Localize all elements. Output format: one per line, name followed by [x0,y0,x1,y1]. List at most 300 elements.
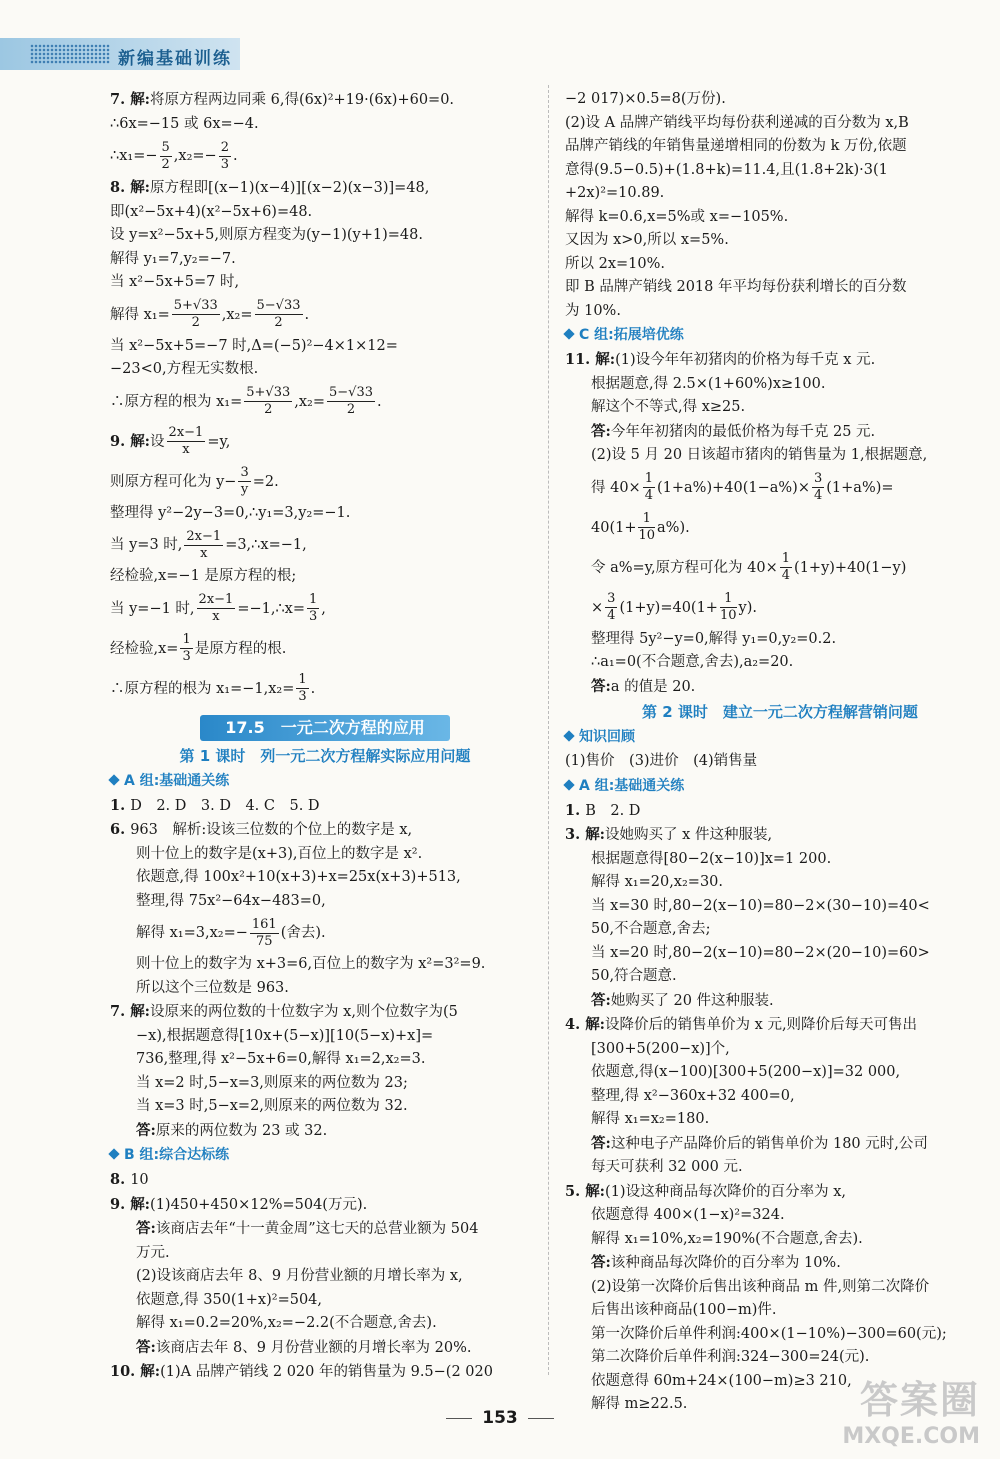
fraction-denominator: 3 [298,689,307,704]
answer-line [565,848,995,872]
header-dots-decoration [30,44,110,64]
solution-label: 解: [585,1182,606,1200]
line-text: . [232,148,238,164]
line-text: 整理得 y²−2y−3=0,∴y₁=3,y₂=−1. [110,504,351,521]
line-text: 万元. [136,1244,170,1261]
answer-line [110,422,540,462]
line-text: 当 y=−1 时, [110,600,195,617]
line-text: (1+a%)+40(1−a%)× [657,479,810,496]
line-text: 当 x=30 时,80−2(x−10)=80−2×(30−10)=40< [591,897,930,914]
answer-line [565,88,995,112]
answer-line [565,895,995,919]
fraction [250,917,279,950]
answer-line [110,1168,540,1193]
line-text: 所以 2x=10%. [565,255,665,272]
line-text: 当 x²−5x+5=7 时, [110,274,240,290]
fraction [812,471,824,504]
group-heading-text: C 组:拓展培优练 [579,327,684,343]
answer-line [565,253,995,277]
line-text: ∴原方程的根为 x₁= [110,393,243,410]
line-text: 第一次降价后单件利润:400×(1−10%)−300=60(元); [591,1325,947,1342]
fraction-denominator: 75 [256,933,273,949]
line-text: 依题意,得 100x²+10(x+3)+x=25x(x+3)+513, [136,869,461,885]
line-text: B 2. D [585,802,641,819]
line-text: 经检验,x=−1 是原方程的根; [110,568,297,584]
line-text: (2)设 A 品牌产销线平均每份获利递减的百分数为 x,B [565,114,909,131]
line-text: 该种商品每次降价的百分率为 10%. [610,1255,841,1271]
line-text: 为 10%. [565,302,621,319]
answer-line [565,871,995,895]
fraction-denominator: 10 [719,608,737,623]
fraction-denominator: x [212,609,220,624]
answer-line [110,462,540,502]
solution-label: 解: [130,91,151,108]
line-text: 又因为 x>0,所以 x=5%. [565,232,729,248]
answer-line [565,348,995,373]
line-text: 后售出该种商品(100−m)件. [591,1302,777,1318]
answer-line [110,224,540,248]
line-text: 963 解析:设该三位数的个位上的数字是 x, [130,822,413,838]
watermark-logo [780,1369,980,1449]
answer-line [110,271,540,295]
line-text: 根据题意,得 2.5×(1+60%)x≥100. [591,375,826,392]
line-text: 则原方程可化为 y− [110,473,237,490]
answer-line [565,675,995,700]
answer-line [565,444,995,468]
line-text: 设 [150,433,165,450]
line-text: −x),根据题意得[10x+(5−x)][10(5−x)+x]= [136,1027,434,1044]
answer-line [565,1346,995,1370]
book-title: 新编基础训练 [118,49,232,69]
line-text: 解得 k=0.6,x=5%或 x=−105%. [565,208,789,225]
answer-line [565,548,995,588]
fraction [780,551,792,584]
fraction-denominator: 4 [781,568,791,583]
fraction-numerator: 2x−1 [198,592,234,607]
group-heading-text: 知识回顾 [579,729,635,745]
answer-line [565,1276,995,1300]
line-text: ,x₂= [221,306,253,323]
question-number: 5. [565,1182,586,1200]
fraction-denominator: 2 [161,156,170,172]
line-text: 10 [130,1172,149,1188]
line-text: 设 y=x²−5x+5,则原方程变为(y−1)(y+1)=48. [110,227,423,243]
answer-label: 答: [591,1254,611,1271]
answer-line [110,1193,540,1218]
solution-label: 解: [140,1363,161,1380]
line-text: , [321,600,326,617]
line-text: 解这个不等式,得 x≥25. [591,399,746,415]
group-heading [110,1143,540,1168]
line-text: 品牌产销线的年销售量递增相同的份数为 k 万份,依题 [565,138,907,154]
line-text: 则十位上的数字是(x+3),百位上的数字是 x². [136,845,423,862]
line-text: ∴原方程的根为 x₁=−1,x₂= [110,680,295,697]
answer-line [110,1119,540,1144]
lesson-title: 第 1 课时 列一元二次方程解实际应用问题 [179,746,471,765]
line-text: 依题意,得(x−100)[300+5(200−x)]=32 000, [591,1064,901,1080]
answer-line [565,182,995,206]
answer-line [110,843,540,867]
solution-label: 解: [130,1195,151,1213]
answer-line [110,1025,540,1049]
line-text: 第二次降价后单件利润:324−300=24(元). [591,1349,870,1365]
group-heading-text: B 组:综合达标练 [124,1147,230,1163]
fraction-denominator: 2 [264,402,273,417]
line-text: 每天可获利 32 000 元. [591,1159,743,1175]
answer-line [565,468,995,508]
fraction [327,385,375,418]
answer-line [565,965,995,989]
column-divider [548,85,550,1375]
answer-line [565,373,995,397]
answer-line [110,890,540,914]
line-text: 即 B 品牌产销线 2018 年平均每份获利增长的百分数 [565,279,907,295]
fraction [255,298,303,331]
answer-label: 答: [591,677,611,695]
line-text: (1)设这种商品每次降价的百分率为 x, [605,1183,846,1200]
line-text: 得 40× [591,479,641,496]
question-number: 8. [110,1171,131,1188]
line-text: (1+y)+40(1−y) [794,559,907,576]
answer-line [110,977,540,1001]
answer-line [110,1360,540,1385]
fraction-numerator: 5−√33 [329,385,373,400]
answer-line [110,913,540,953]
answer-line [565,942,995,966]
answer-label: 答: [136,1220,156,1237]
question-number: 11. [565,351,596,368]
answer-label: 答: [591,991,611,1009]
fraction [184,529,223,562]
line-text: −23<0,方程无实数根. [110,361,259,377]
line-text: ,x₂= [294,393,325,410]
answer-label: 答: [136,1338,156,1356]
line-text: 解得 x₁=10%,x₂=190%(不合题意,舍去). [591,1230,863,1247]
line-text: y). [738,599,757,616]
answer-line [110,1048,540,1072]
answer-line [110,794,540,819]
line-text: 50,符合题意. [591,968,677,984]
fraction [296,672,308,705]
line-text: 解得 y₁=7,y₂=−7. [110,250,236,267]
line-text: (1)A 品牌产销线 2 020 年的销售量为 9.5−(2 020 [160,1364,493,1380]
line-text: × [591,599,604,616]
line-text: 今年年初猪肉的最低价格为每千克 25 元. [610,423,876,440]
line-text: 当 x=3 时,5−x=2,则原来的两位数为 32. [136,1098,408,1114]
line-text: 原方程即[(x−1)(x−4)][(x−2)(x−3)]=48, [150,180,430,196]
fraction [307,592,319,625]
line-text: 设降价后的销售单价为 x 元,则降价后每天可售出 [605,1017,918,1033]
question-number: 8. [110,179,131,196]
line-text: =3,∴x=−1, [225,537,307,553]
fraction-denominator: x [182,442,190,457]
solution-label: 解: [585,1016,606,1033]
question-number: 4. [565,1016,586,1033]
fraction [638,511,655,544]
line-text: 解得 x₁=0.2=20%,x₂=−2.2(不合题意,舍去). [136,1315,437,1331]
line-text: 根据题意得[80−2(x−10)]x=1 200. [591,850,832,867]
fraction [219,140,231,173]
fraction-numerator: 5 [161,139,170,155]
answer-line [565,1228,995,1252]
line-text: 整理,得 x²−360x+32 400=0, [591,1087,795,1104]
line-text: 依题意,得 350(1+x)²=504, [136,1291,323,1308]
answer-line [565,1323,995,1347]
answer-line [110,176,540,201]
line-text: . [310,680,316,697]
question-number: 6. [110,821,131,838]
solution-label: 解: [595,351,616,368]
line-text: 即(x²−5x+4)(x²−5x+6)=48. [110,203,313,220]
answer-line [565,628,995,652]
answer-line [110,1000,540,1025]
answer-line [565,1180,995,1205]
solution-label: 解: [130,1003,151,1020]
fraction-denominator: 3 [309,609,318,624]
line-text: 该商店去年 8、9 月份营业额的月增长率为 20%. [155,1339,472,1356]
line-text: D 2. D 3. D 4. C 5. D [130,797,320,814]
answer-label: 答: [591,422,611,440]
line-text: ∴6x=−15 或 6x=−4. [110,115,259,132]
fraction-numerator: 1 [309,592,318,607]
fraction-numerator: 2x−1 [168,425,204,440]
line-text: (1+a%)= [826,479,894,496]
watermark-line2: MXQE.COM [842,1424,980,1449]
line-text: (1)售价 (3)进价 (4)销售量 [565,753,758,769]
fraction-numerator: 3 [607,591,616,606]
answer-line [565,159,995,183]
line-text: 设她购买了 x 件这种服装, [605,827,773,843]
answer-line [110,382,540,422]
answer-line [565,1204,995,1228]
fraction-numerator: 2x−1 [186,528,222,544]
answer-line [110,88,540,113]
question-number: 1. [565,801,586,819]
answer-line [110,1265,540,1289]
answer-line [565,276,995,300]
answer-line [110,525,540,565]
fraction [643,471,655,504]
fraction-numerator: 3 [240,465,249,480]
line-text: 当 x=2 时,5−x=3,则原来的两位数为 23; [136,1074,408,1091]
fraction-numerator: 1 [182,632,191,647]
answer-line [565,508,995,548]
line-text: 解得 x₁= [110,306,170,323]
question-number: 9. [110,432,131,450]
answer-line [110,248,540,272]
line-text: 这种电子产品降价后的销售单价为 180 元时,公司 [610,1135,928,1152]
line-text: 解得 x₁=3,x₂=− [136,925,248,941]
line-text: 所以这个三位数是 963. [136,979,289,996]
fraction-denominator: 10 [638,528,656,543]
answer-line [565,1085,995,1109]
diamond-icon [563,328,574,339]
fraction-numerator: 1 [644,471,653,486]
answer-line [565,135,995,159]
answer-line [565,750,995,774]
answer-line [565,1013,995,1038]
line-text: 该商店去年“十一黄金周”这七天的总营业额为 504 [155,1221,479,1237]
fraction [197,592,236,625]
fraction [605,591,617,624]
answer-line [565,206,995,230]
line-text: 令 a%=y,原方程可化为 40× [591,559,778,576]
answer-line [565,1061,995,1085]
answer-line [565,1038,995,1062]
answer-line [565,1299,995,1323]
answer-line [110,1336,540,1361]
page-number-text: 153 [482,1408,518,1428]
line-text: (2)设第一次降价后售出该种商品 m 件,则第二次降价 [591,1278,930,1295]
group-heading-text: A 组:基础通关练 [579,777,685,794]
right-column [565,88,995,1417]
answer-line [565,1132,995,1157]
diamond-icon [108,774,119,785]
lesson-title: 第 2 课时 建立一元二次方程解营销问题 [642,703,918,721]
fraction-denominator: 3 [220,156,229,172]
group-heading [565,725,995,750]
answer-line [110,502,540,526]
fraction [720,591,737,624]
line-text: =y, [207,433,231,450]
answer-line [565,229,995,253]
line-text: ∴x₁=− [110,148,158,164]
line-text: −2 017)×0.5=8(万份). [565,91,726,107]
fraction-denominator: 3 [182,649,191,664]
fraction-denominator: x [200,545,208,561]
line-text: (2)设 5 月 20 日该超市猪肉的销售量为 1,根据题意, [591,447,928,463]
answer-line [110,589,540,629]
line-text: 当 x=20 时,80−2(x−10)=80−2×(20−10)=60> [591,944,930,961]
fraction-numerator: 5−√33 [256,298,301,313]
line-text: (1+y)=40(1+ [619,599,718,616]
section-banner: 17.5 一元二次方程的应用 [200,715,450,741]
question-number: 9. [110,1195,131,1213]
fraction-numerator: 5+√33 [246,385,291,400]
answer-line [110,1095,540,1119]
fraction-denominator: 2 [191,315,200,330]
fraction-numerator: 2 [220,139,229,155]
line-text: (2)设该商店去年 8、9 月份营业额的月增长率为 x, [136,1268,463,1284]
answer-line [110,335,540,359]
fraction-numerator: 1 [781,551,791,566]
fraction-numerator: 3 [813,471,823,486]
line-text: (1)设今年年初猪肉的价格为每千克 x 元. [615,352,876,368]
fraction [167,425,206,458]
answer-line [110,136,540,176]
diamond-icon [563,779,574,790]
solution-label: 解: [130,179,151,196]
answer-line [565,1156,995,1180]
fraction [160,140,172,173]
line-text: 当 y=3 时, [110,537,183,553]
question-number: 7. [110,1003,131,1020]
answer-line [565,651,995,675]
diamond-icon [563,730,574,741]
line-text: 整理,得 75x²−64x−483=0, [136,892,326,909]
fraction [180,632,192,665]
question-number: 1. [110,796,131,814]
line-text: 依题意得 400×(1−x)²=324. [591,1207,785,1223]
fraction-denominator: y [240,482,249,497]
line-text: . [377,393,382,410]
answer-line [565,300,995,324]
answer-line [565,989,995,1014]
line-text: 736,整理,得 x²−5x+6=0,解得 x₁=2,x₂=3. [136,1051,426,1067]
line-text: 经检验,x= [110,640,179,657]
answer-line [110,113,540,137]
group-heading [110,769,540,794]
question-number: 10. [110,1363,141,1380]
line-text: 解得 x₁=20,x₂=30. [591,874,724,890]
line-text: (舍去). [280,925,326,941]
question-number: 3. [565,826,586,843]
line-text: 解得 m≥22.5. [591,1396,688,1412]
fraction-denominator: 2 [346,402,356,417]
answer-line [565,112,995,136]
answer-line [565,918,995,942]
line-text: ,x₂=− [173,148,217,164]
fraction [244,385,292,418]
answer-line [565,823,995,848]
answer-line [110,295,540,335]
solution-label: 解: [130,432,151,450]
line-text: ∴a₁=0(不合题意,舍去),a₂=20. [591,654,794,670]
fraction-denominator: 4 [644,488,653,503]
answer-line [565,396,995,420]
fraction-numerator: 161 [251,916,277,932]
answer-line [565,1251,995,1276]
answer-line [110,953,540,977]
line-text: 设原来的两位数的十位数字为 x,则个位数字为(5 [150,1004,458,1020]
line-text: 40(1+ [591,519,637,536]
answer-line [110,1072,540,1096]
left-column [110,88,540,1385]
answer-line [110,669,540,709]
answer-line [110,866,540,890]
answer-line [110,1289,540,1313]
question-number: 7. [110,91,131,108]
group-heading [565,774,995,799]
line-text: 她购买了 20 件这种服装. [610,992,774,1009]
group-heading [565,323,995,348]
line-text: 则十位上的数字为 x+3=6,百位上的数字为 x²=3²=9. [136,956,486,972]
line-text: +2x)²=10.89. [565,185,665,201]
answer-line [565,420,995,445]
line-text: 整理得 5y²−y=0,解得 y₁=0,y₂=0.2. [591,630,837,647]
fraction-numerator: 1 [638,511,655,528]
answer-line [110,629,540,669]
line-text: 依题意得 60m+24×(100−m)≥3 210, [591,1372,852,1389]
watermark-line1: 答案圈 [859,1378,980,1422]
fraction-denominator: 2 [274,315,283,330]
answer-label: 答: [136,1121,156,1139]
answer-line [565,588,995,628]
solution-label: 解: [585,826,606,843]
line-text: =2. [252,473,279,490]
line-text: a 的值是 20. [610,678,696,695]
fraction-numerator: 1 [720,591,737,608]
line-text: . [304,306,310,323]
line-text: 解得 x₁=x₂=180. [591,1111,710,1127]
line-text: 原来的两位数为 23 或 32. [155,1122,328,1139]
fraction [172,298,220,331]
line-text: 当 x²−5x+5=−7 时,Δ=(−5)²−4×1×12= [110,337,398,354]
line-text: 意得(9.5−0.5)+(1.8+k)=11.4,且(1.8+2k)·3(1 [565,161,888,178]
fraction-numerator: 1 [298,672,307,687]
answer-line [565,1108,995,1132]
fraction-numerator: 5+√33 [173,298,218,313]
